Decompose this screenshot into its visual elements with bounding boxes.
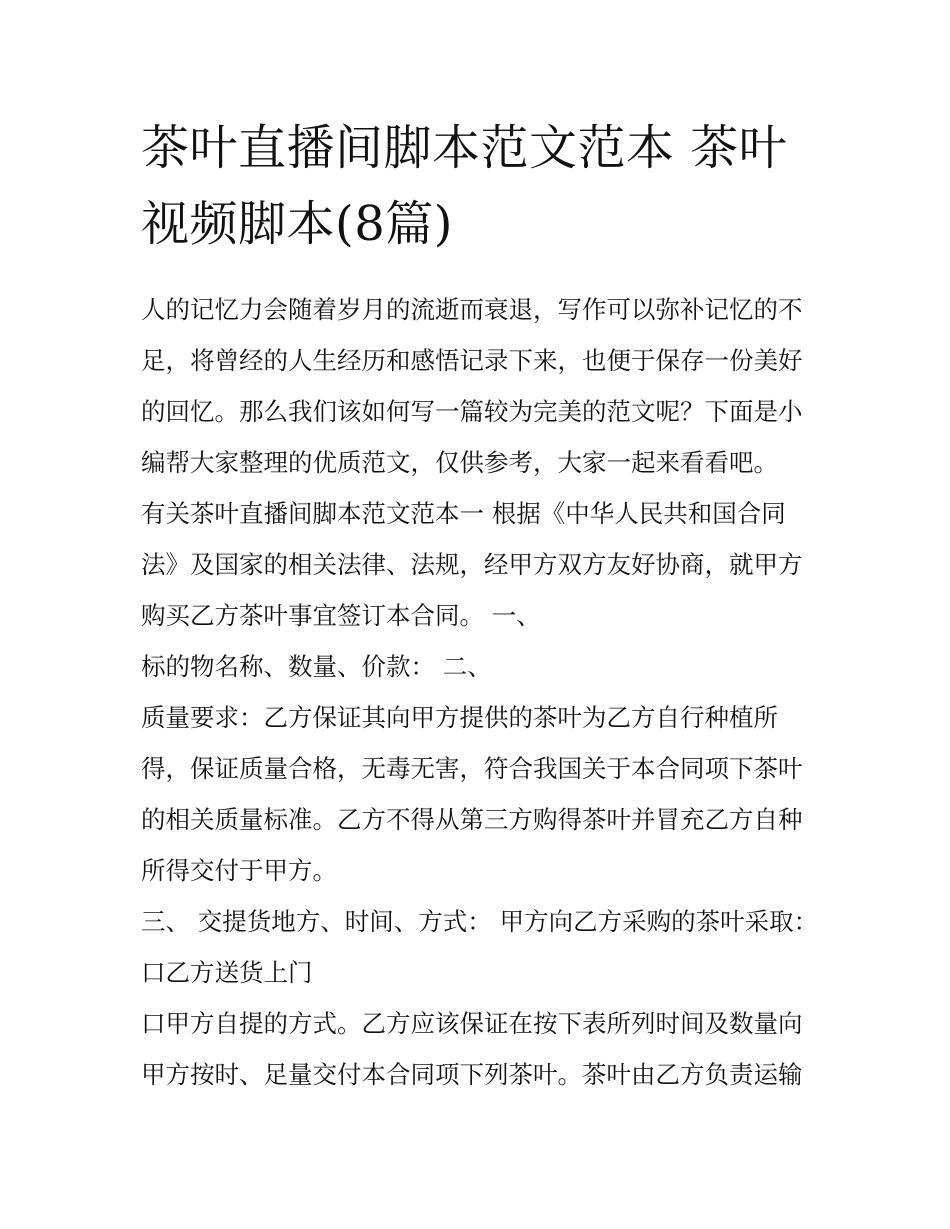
document-body: [141, 284, 821, 1100]
document-page: [141, 110, 821, 1100]
paragraph-quality: 质量要求：乙方保证其向甲方提供的茶叶为乙方自行种植所得，保证质量合格，无毒无害，符合我国关于本合同项下茶叶的相关质量标准。乙方不得从第三方购得茶叶并冒充乙方自种所得交付于甲方。: [141, 703, 803, 885]
document-title: 茶叶直播间脚本范文范本 茶叶视频脚本(8篇): [141, 120, 788, 252]
paragraph-delivery: 三、 交提货地方、时间、方式： 甲方向乙方采购的茶叶采取：口乙方送货上门: [141, 907, 819, 987]
paragraph-contract-preamble: 有关茶叶直播间脚本范文范本一 根据《中华人民共和国合同法》及国家的相关法律、法规，经甲方双方友好协商，就甲方购买乙方茶叶事宜签订本合同。 一、: [141, 499, 803, 630]
paragraph-item-one: 标的物名称、数量、价款： 二、: [141, 652, 492, 681]
paragraph-intro: 人的记忆力会随着岁月的流逝而衰退，写作可以弥补记忆的不足，将曾经的人生经历和感悟记录下来，也便于保存一份美好的回忆。那么我们该如何写一篇较为完美的范文呢？下面是小编帮大家整理的优质范文，仅供参考，大家一起来看看吧。: [141, 295, 803, 477]
paragraph-pickup: 口甲方自提的方式。乙方应该保证在按下表所列时间及数量向甲方按时、足量交付本合同项下列茶叶。茶叶由乙方负责运输: [141, 1009, 803, 1089]
